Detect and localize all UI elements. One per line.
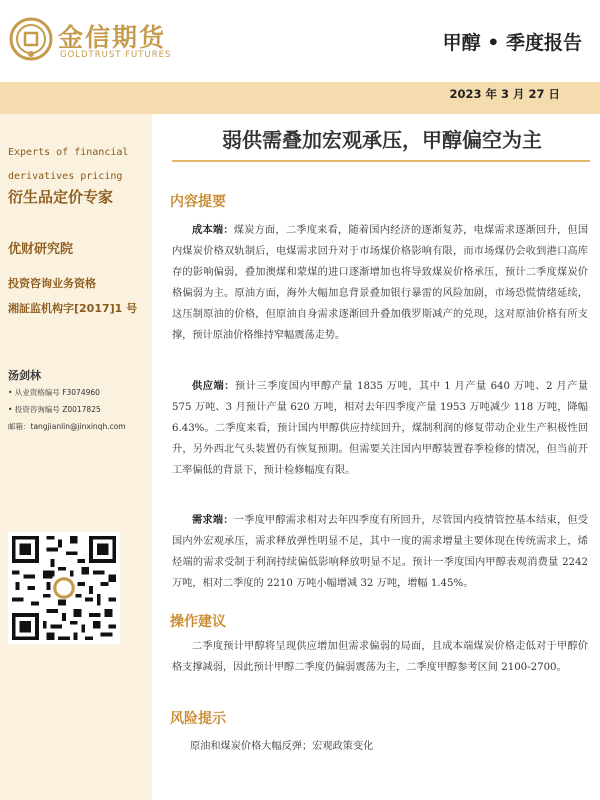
- analyst-advisor-id: • 投资咨询编号 Z0017825: [8, 405, 101, 414]
- report-header: [0, 0, 600, 82]
- paragraph-advice: 二季度预计甲醇将呈现供应增加但需求偏弱的局面，且成本端煤炭价格走低对于甲醇价格支撑减弱，因此预计甲醇二季度仍偏弱震荡为主，二季度甲醇参考区间 2100-2700。: [172, 641, 588, 673]
- tagline-en-line-1: Experts of financial: [8, 147, 129, 158]
- paragraph-demand-label: 需求端：: [192, 515, 234, 526]
- paragraph-cost-text: 煤炭方面，二季度来看，随着国内经济的逐渐复苏，电煤需求逐渐回升，但国内煤炭价格双轨制后，电煤需求回升对于市场煤价格影响有限，而市场煤仍会收到港口高库存的影响偏弱，叠加澳煤和蒙煤的进口逐渐增加也将导致煤炭价格承压，预计二季度煤炭价格偏弱为主。原油方面，海外大幅加息背景叠加银行暴雷的风险加剧，市场恐慌情绪延续，这压制原油的价格，但原油自身需求逐渐回升叠加俄罗斯减产的兑现，这对原油价格有所支撑，预计原油价格维持窄幅震荡走势。: [172, 225, 589, 341]
- title-divider: [172, 160, 590, 162]
- qualification-line-2: 湘証监机构字[2017]1 号: [8, 302, 138, 315]
- paragraph-cost: [172, 220, 588, 346]
- section-heading-risk: 风险提示: [170, 711, 226, 727]
- tagline-cn: 衍生品定价专家: [8, 188, 114, 206]
- qr-code-icon: [8, 532, 120, 644]
- report-title: 弱供需叠加宏观承压，甲醇偏空为主: [222, 128, 542, 152]
- sidebar: [0, 114, 152, 800]
- section-heading-advice: 操作建议: [170, 614, 226, 630]
- tagline-en: [8, 141, 128, 189]
- company-name-en: GOLDTRUST FUTURES: [60, 50, 172, 60]
- paragraph-demand: [172, 510, 588, 594]
- report-type: 甲醇 • 季度报告: [442, 32, 582, 54]
- analyst-email: 邮箱：tangjianlin@jinxinqh.com: [8, 422, 126, 431]
- company-logo-icon: [9, 17, 53, 61]
- paragraph-supply-label: 供应端：: [192, 381, 235, 392]
- report-date: 2023 年 3 月 27 日: [449, 87, 560, 101]
- paragraph-demand-text: 一季度甲醇需求相对去年四季度有所回升，尽管国内疫情管控基本结束，但受国内外宏观承压，需求释放弹性明显不足，其中一度的需求增量主要体现在传统需求上，烯烃端的需求受制于利润持续偏低影响释放明显不足。预计一季度国内甲醇表观消费量 2242 万吨，相对二季度的 2210 万吨小幅增减 32 万吨，增幅 1.45%。: [172, 515, 589, 589]
- qualification-line-1: 投资咨询业务资格: [8, 277, 96, 290]
- paragraph-cost-label: 成本端：: [192, 225, 234, 236]
- paragraph-supply-text: 预计三季度国内甲醇产量 1835 万吨，其中 1 月产量 640 万吨、2 月产量 575 万吨、3 月预计产量 620 万吨，相对去年四季度产量 1953 万吨减少 118 万吨，降幅 6.43%。二季度来看，预计国内甲醇供应持续回升，煤制利润的修复带动企业生产积极性回升，另外西北气头装置仍有恢复预期。但需要关注国内甲醇装置春季检修的情况，但当前开工率偏低的背景下，预计检修幅度有限。: [172, 381, 589, 476]
- paragraph-risk: 原油和煤炭价格大幅反弹；宏观政策变化: [190, 741, 374, 752]
- institute-name: 优财研究院: [8, 242, 74, 257]
- tagline-en-line-2: derivatives pricing: [8, 171, 123, 182]
- section-heading-summary: 内容提要: [170, 194, 226, 210]
- analyst-cert: • 从业资格编号 F3074960: [8, 388, 100, 397]
- paragraph-supply: [172, 376, 588, 481]
- analyst-name: 汤剑林: [8, 369, 41, 382]
- company-name-cn: 金信期货: [58, 23, 167, 52]
